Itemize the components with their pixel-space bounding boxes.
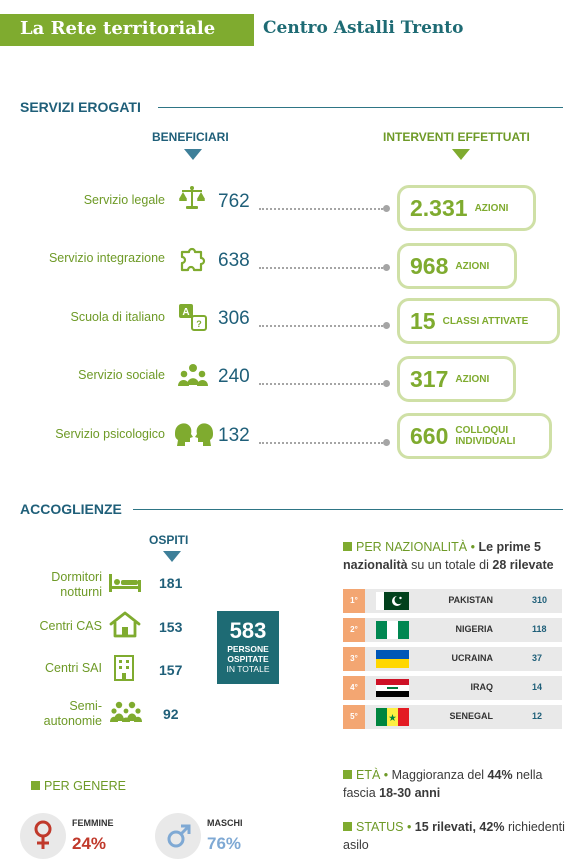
intervention-value: 2.331 xyxy=(410,194,468,221)
connector-dot xyxy=(383,205,390,212)
status-block: STATUS • 15 rilevati, 42% richiedenti asilo xyxy=(343,820,565,852)
intervention-unit: COLLOQUI INDIVIDUALI xyxy=(455,425,516,447)
eta-block: ETÀ • Maggioranza del 44% nella fascia 18-30 anni xyxy=(343,768,543,800)
intervention-pill-integrazione xyxy=(397,243,517,289)
male-label: MASCHI xyxy=(207,818,243,828)
nationality-row xyxy=(343,647,562,671)
family-icon xyxy=(110,701,142,723)
intervention-value: 15 xyxy=(410,307,436,334)
intervention-value: 968 xyxy=(410,252,449,279)
total-ospiti-value: 583 xyxy=(229,618,267,643)
intervention-unit: AZIONI xyxy=(474,202,509,214)
nazionalita-desc-plain: su un totale di xyxy=(411,558,489,572)
green-square-icon xyxy=(343,542,352,551)
female-symbol-icon xyxy=(32,820,54,852)
service-count-psicologico: 132 xyxy=(218,425,250,446)
connector-dot xyxy=(383,439,390,446)
nationality-row xyxy=(343,676,562,700)
female-value: 24% xyxy=(72,834,107,853)
nationality-value: 12 xyxy=(532,711,543,721)
people-group-icon xyxy=(178,361,208,389)
service-label-integrazione: Servizio integrazione xyxy=(48,251,165,265)
service-count-italiano: 306 xyxy=(218,308,250,329)
nationality-row xyxy=(343,705,562,729)
accoglienza-count-sai: 157 xyxy=(159,662,183,678)
nazionalita-desc-bold2: nazionalità xyxy=(343,558,408,572)
interventi-label: INTERVENTI EFFETTUATI xyxy=(383,130,530,144)
scales-icon xyxy=(178,184,206,212)
service-count-sociale: 240 xyxy=(218,366,250,387)
nigeria-flag-icon xyxy=(376,621,409,639)
accoglienza-label-dormitori: Dormitori notturni xyxy=(51,570,102,599)
nationality-value: 14 xyxy=(532,682,543,692)
accoglienza-count-dormitori: 181 xyxy=(159,575,183,591)
status-text-bold: 15 rilevati, 42% xyxy=(414,820,505,834)
nationality-country: IRAQ xyxy=(470,682,493,692)
nationality-rank: 5° xyxy=(343,705,365,729)
accoglienza-label-semiautonomie: Semi- autonomie xyxy=(43,699,102,728)
accoglienza-count-cas: 153 xyxy=(159,619,183,635)
nationality-row xyxy=(343,618,562,642)
ospiti-arrow-icon xyxy=(163,551,181,562)
nationality-rank: 3° xyxy=(343,647,365,671)
house-icon xyxy=(108,610,142,638)
total-ospiti-box xyxy=(217,611,279,684)
connector-legale xyxy=(259,208,383,210)
header-right-title: Centro Astalli Trento xyxy=(263,18,464,38)
connector-sociale xyxy=(259,383,383,385)
service-label-psicologico: Servizio psicologico xyxy=(55,427,165,441)
accoglienza-label-cas: Centri CAS xyxy=(39,619,102,633)
genere-heading xyxy=(31,777,126,795)
accoglienza-count-semiautonomie: 92 xyxy=(163,706,179,722)
intervention-pill-legale xyxy=(397,185,536,231)
male-value: 76% xyxy=(207,834,242,853)
nationality-country: PAKISTAN xyxy=(448,595,493,605)
beneficiari-arrow-icon xyxy=(184,149,202,160)
translate-icon xyxy=(178,303,208,333)
nationality-rank: 1° xyxy=(343,589,365,613)
nationality-row xyxy=(343,589,562,613)
genere-title: PER GENERE xyxy=(44,779,126,793)
bed-icon xyxy=(108,572,142,594)
heads-icon xyxy=(172,420,216,448)
svg-text:?: ? xyxy=(196,319,202,329)
eta-title: ETÀ xyxy=(356,768,381,782)
accoglienze-divider xyxy=(133,509,563,510)
header-left-title: La Rete territoriale xyxy=(20,18,216,39)
interventi-arrow-icon xyxy=(452,149,470,160)
puzzle-icon xyxy=(178,244,208,274)
eta-text-plain1: Maggioranza del xyxy=(391,768,485,782)
nationality-value: 118 xyxy=(532,624,547,634)
eta-text-bold1: 44% xyxy=(487,768,513,782)
connector-integrazione xyxy=(259,267,383,269)
service-count-integrazione: 638 xyxy=(218,250,250,271)
beneficiari-label: BENEFICIARI xyxy=(152,130,229,144)
servizi-divider xyxy=(158,107,563,108)
nationality-value: 37 xyxy=(532,653,543,663)
connector-italiano xyxy=(259,325,383,327)
intervention-pill-psicologico xyxy=(397,413,552,459)
intervention-value: 660 xyxy=(410,422,449,449)
intervention-value: 317 xyxy=(410,365,449,392)
intervention-unit: AZIONI xyxy=(455,260,490,272)
accoglienze-title: ACCOGLIENZE xyxy=(20,501,122,517)
nationality-country: NIGERIA xyxy=(455,624,493,634)
service-count-legale: 762 xyxy=(218,191,250,212)
pakistan-flag-icon xyxy=(376,592,409,610)
nationality-country: UCRAINA xyxy=(451,653,493,663)
total-ospiti-line3: IN TOTALE xyxy=(226,664,270,674)
building-icon xyxy=(113,654,135,682)
green-square-icon xyxy=(31,781,40,790)
nazionalita-desc-bold1: Le prime 5 xyxy=(478,540,541,554)
ukraine-flag-icon xyxy=(376,650,409,668)
green-square-icon xyxy=(343,770,352,779)
nazionalita-desc-bold3: 28 rilevate xyxy=(492,558,554,572)
status-title: STATUS xyxy=(356,820,404,834)
nazionalita-heading: PER NAZIONALITÀ • Le prime 5 nazionalità su un totale di 28 rilevate xyxy=(343,540,554,572)
header-left-banner xyxy=(0,14,254,46)
service-label-legale: Servizio legale xyxy=(83,193,165,207)
male-symbol-icon xyxy=(165,822,193,850)
eta-text-plain2: nella fascia xyxy=(343,768,543,800)
servizi-title: SERVIZI EROGATI xyxy=(20,99,141,115)
nationality-value: 310 xyxy=(532,595,548,605)
eta-text-bold2: 18-30 anni xyxy=(379,786,441,800)
total-ospiti-line1: PERSONE xyxy=(227,644,269,654)
ospiti-label: OSPITI xyxy=(149,533,189,547)
intervention-pill-italiano xyxy=(397,298,560,344)
nationality-rank: 2° xyxy=(343,618,365,642)
service-label-italiano: Scuola di italiano xyxy=(70,310,165,324)
connector-psicologico xyxy=(259,442,383,444)
nationality-country: SENEGAL xyxy=(449,711,493,721)
intervention-unit: CLASSI ATTIVATE xyxy=(442,315,529,327)
intervention-pill-sociale xyxy=(397,356,516,402)
svg-text:A: A xyxy=(182,307,190,318)
iraq-flag-icon xyxy=(376,679,409,697)
intervention-unit: AZIONI xyxy=(455,373,490,385)
accoglienza-label-sai: Centri SAI xyxy=(45,661,102,675)
connector-dot xyxy=(383,380,390,387)
female-label: FEMMINE xyxy=(72,818,114,828)
status-text-plain: richiedenti asilo xyxy=(343,820,565,852)
nazionalita-title: PER NAZIONALITÀ xyxy=(356,540,468,554)
connector-dot xyxy=(383,322,390,329)
nationality-rank: 4° xyxy=(343,676,365,700)
service-label-sociale: Servizio sociale xyxy=(78,368,165,382)
senegal-flag-icon xyxy=(376,708,409,726)
total-ospiti-line2: OSPITATE xyxy=(227,654,269,664)
green-square-icon xyxy=(343,822,352,831)
connector-dot xyxy=(383,264,390,271)
